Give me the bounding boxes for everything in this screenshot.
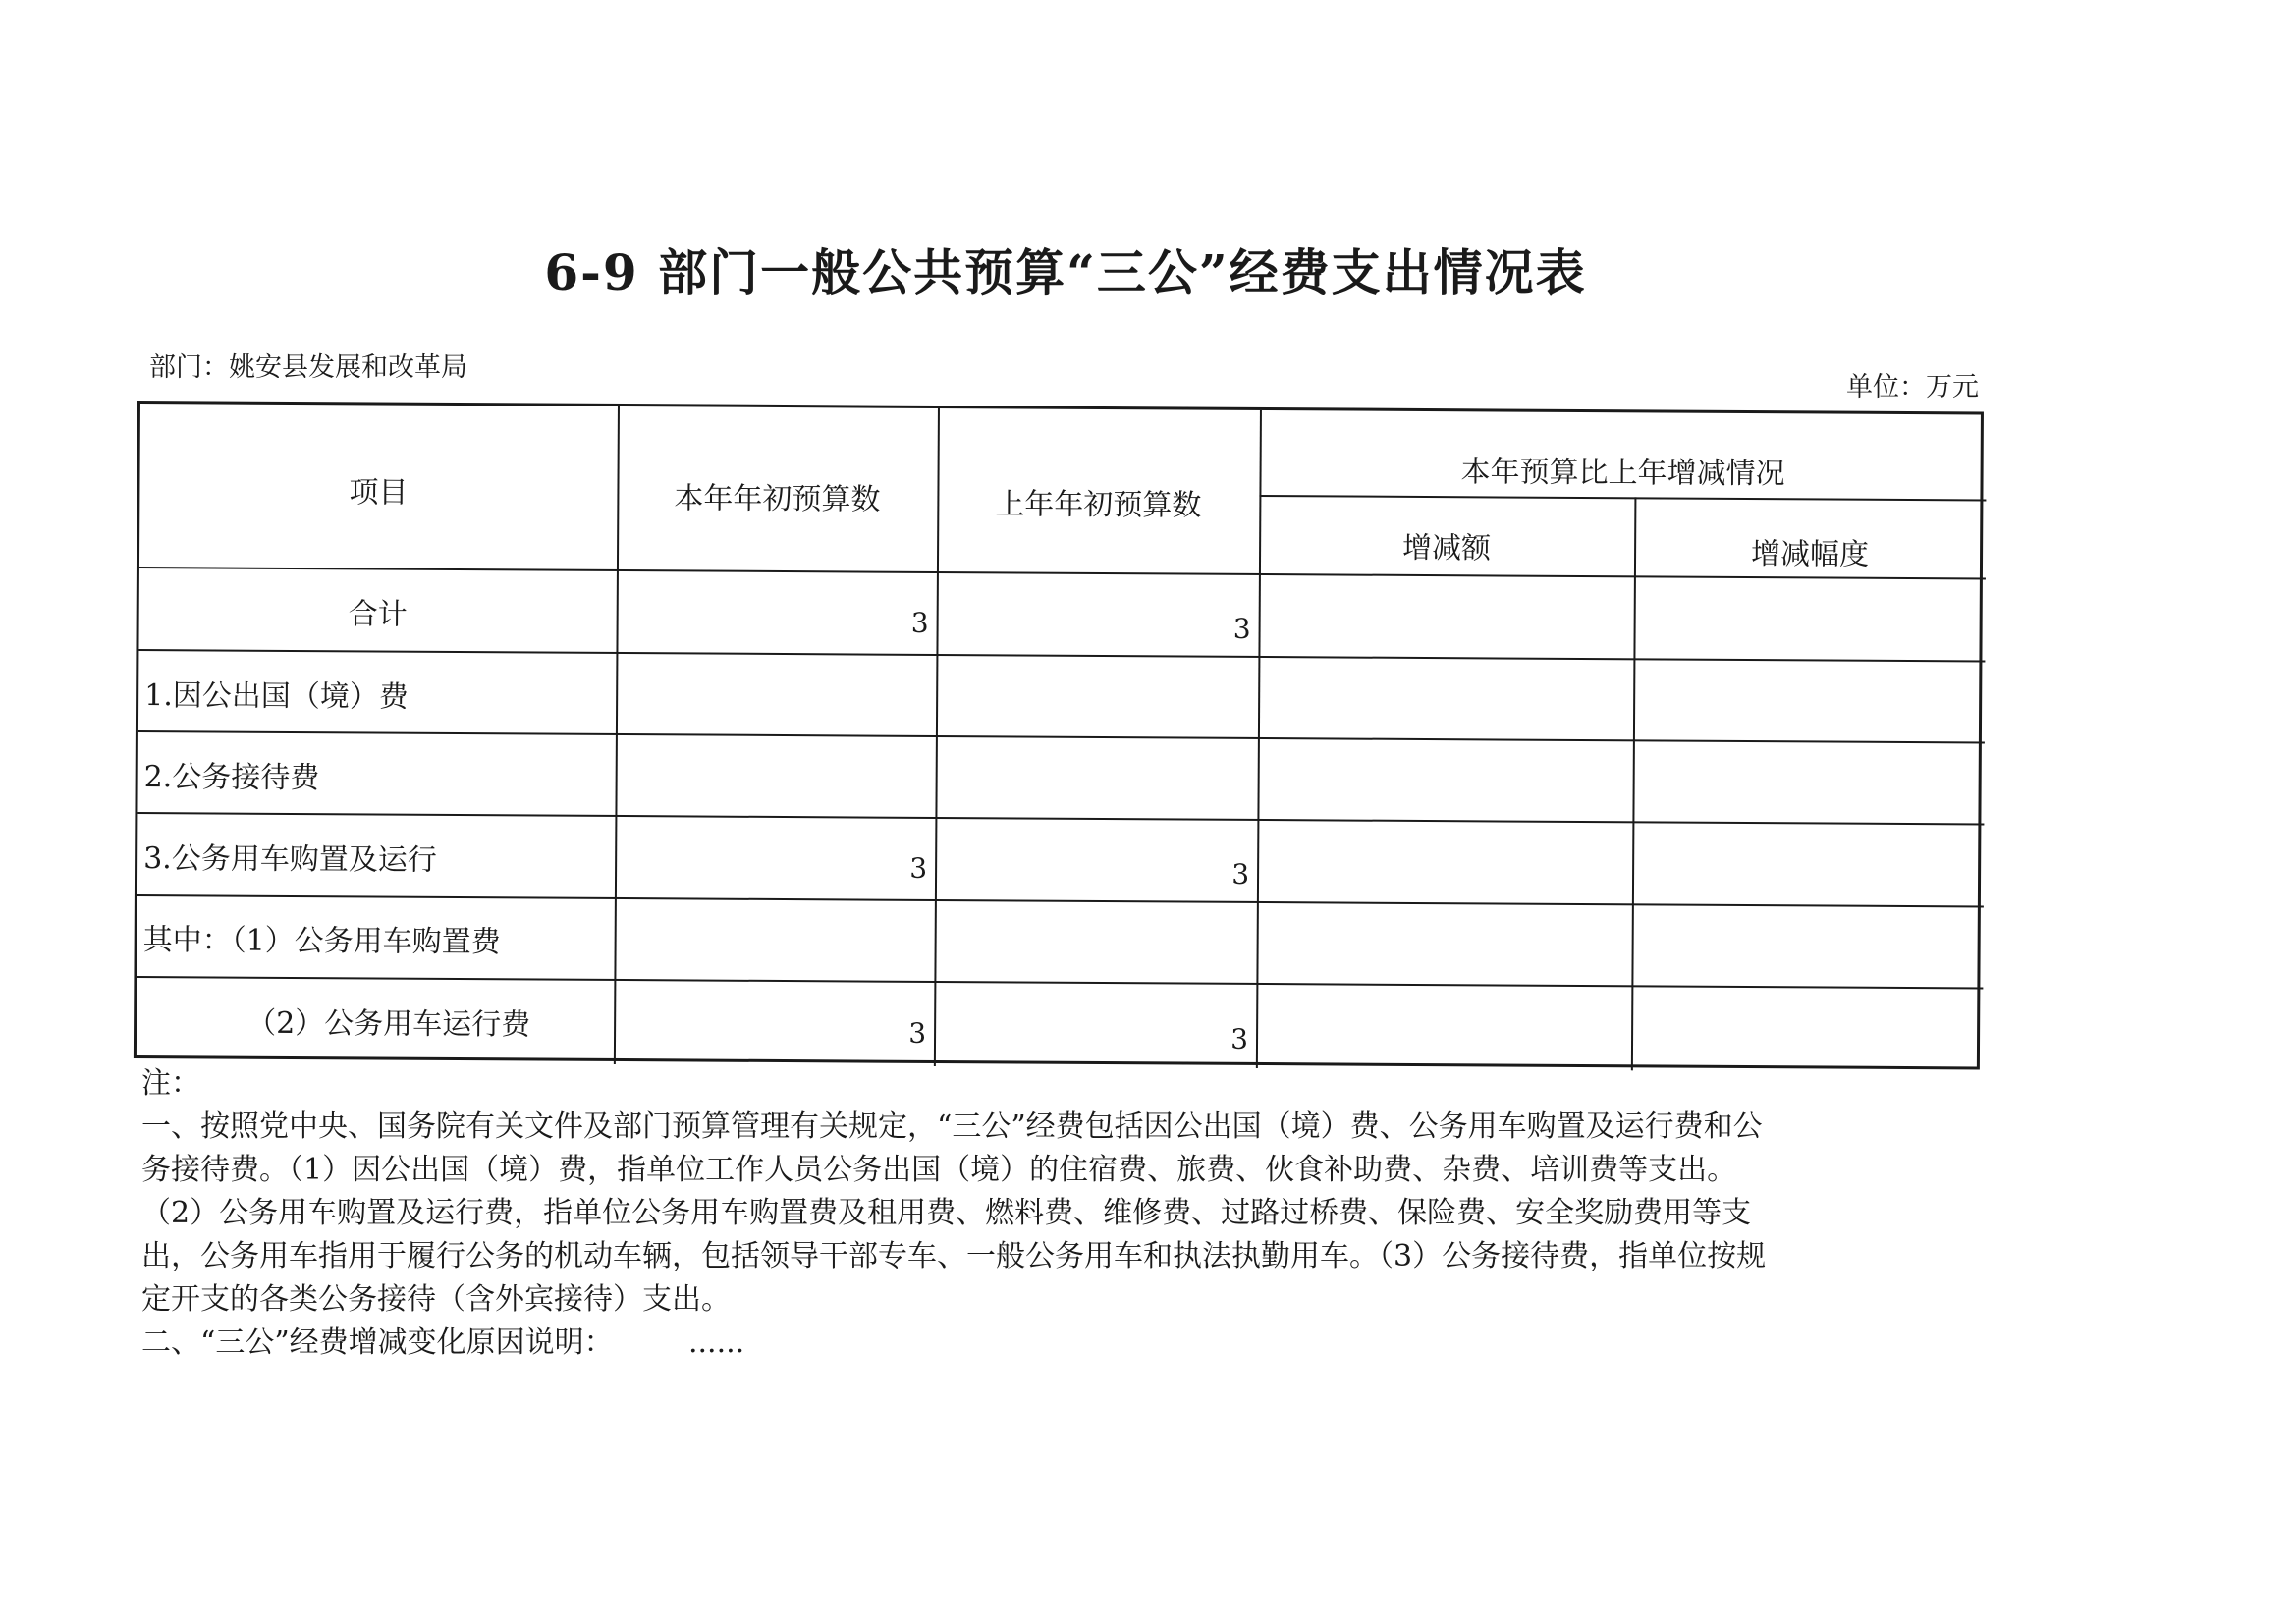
page-title: 6-9 部门一般公共预算“三公”经费支出情况表 bbox=[544, 243, 1587, 301]
cell-change-rate-vehicle bbox=[1632, 860, 1976, 862]
cell-previous-total: 3 bbox=[1232, 612, 1251, 645]
header-item: 项目 bbox=[349, 475, 409, 511]
notes-line: 定开支的各类公务接待（含外宾接待）支出。 bbox=[141, 1282, 731, 1317]
cell-change-amount-vehicle-operation bbox=[1256, 1023, 1623, 1025]
header-change-rate: 增减幅度 bbox=[1750, 537, 1870, 572]
row-divider bbox=[137, 894, 1984, 907]
unit-label: 单位：万元 bbox=[1846, 372, 1979, 403]
notes-line: 二、“三公”经费增减变化原因说明： ...... bbox=[141, 1325, 745, 1360]
cell-change-amount-vehicle-purchase bbox=[1257, 937, 1624, 939]
notes-heading: 注： bbox=[141, 1066, 200, 1101]
row-label-overseas: 1.因公出国（境）费 bbox=[144, 678, 409, 715]
cell-previous-vehicle-operation: 3 bbox=[1230, 1022, 1249, 1055]
header-change-group: 本年预算比上年增减情况 bbox=[1460, 455, 1785, 492]
row-label-reception: 2.公务接待费 bbox=[143, 760, 320, 796]
cell-previous-reception bbox=[936, 772, 1250, 774]
header-previous-year: 上年年初预算数 bbox=[995, 487, 1202, 523]
cell-current-overseas bbox=[616, 687, 928, 689]
budget-table bbox=[134, 401, 1984, 1069]
notes-line: 务接待费。（1）因公出国（境）费，指单位工作人员公务出国（境）的住宿费、旅费、伙食补助费、杂费、培训费等支出。 bbox=[141, 1153, 1737, 1187]
cell-change-rate-overseas bbox=[1633, 693, 1977, 695]
cell-change-rate-reception bbox=[1633, 776, 1977, 778]
cell-previous-vehicle: 3 bbox=[1231, 857, 1250, 891]
notes-line: 出，公务用车指用于履行公务的机动车辆，包括领导干部专车、一般公务用车和执法执勤用车。（3）公务接待费，指单位按规 bbox=[141, 1239, 1767, 1273]
row-divider bbox=[138, 649, 1985, 662]
cell-current-vehicle: 3 bbox=[909, 851, 928, 885]
cell-change-amount-reception bbox=[1258, 774, 1625, 776]
row-divider bbox=[138, 730, 1985, 743]
row-label-vehicle-purchase: 其中：（1）公务用车购置费 bbox=[142, 923, 501, 960]
row-divider bbox=[137, 812, 1984, 825]
row-divider bbox=[137, 976, 1983, 989]
row-divider bbox=[1259, 495, 1986, 502]
row-label-vehicle: 3.公务用车购置及运行 bbox=[143, 841, 437, 878]
notes-line: 一、按照党中央、国务院有关文件及部门预算管理有关规定，“三公”经费包括因公出国（境）费、公务用车购置及运行费和公 bbox=[141, 1109, 1763, 1144]
header-change-amount: 增减额 bbox=[1401, 530, 1492, 567]
cell-current-vehicle-operation: 3 bbox=[908, 1016, 927, 1050]
row-label-vehicle-operation: （2）公务用车运行费 bbox=[246, 1005, 531, 1043]
header-current-year: 本年年初预算数 bbox=[674, 481, 881, 517]
cell-current-total: 3 bbox=[910, 606, 929, 639]
row-label-total: 合计 bbox=[348, 597, 408, 632]
cell-change-amount-overseas bbox=[1258, 691, 1625, 693]
cell-change-amount-vehicle bbox=[1257, 858, 1624, 860]
notes-section bbox=[141, 1062, 1988, 1365]
notes-line: （2）公务用车购置及运行费，指单位公务用车购置费及租用费、燃料费、维修费、过路过桥费、保险费、安全奖励费用等支 bbox=[141, 1196, 1752, 1230]
cell-change-amount-total bbox=[1259, 613, 1626, 615]
department-label: 部门：姚安县发展和改革局 bbox=[149, 352, 467, 383]
cell-change-rate-vehicle-operation bbox=[1631, 1025, 1975, 1027]
cell-change-rate-vehicle-purchase bbox=[1632, 939, 1976, 941]
cell-previous-overseas bbox=[936, 689, 1250, 691]
cell-previous-vehicle-purchase bbox=[935, 935, 1249, 937]
cell-current-vehicle-purchase bbox=[615, 933, 927, 935]
cell-current-reception bbox=[616, 770, 928, 772]
cell-change-rate-total bbox=[1634, 615, 1978, 617]
